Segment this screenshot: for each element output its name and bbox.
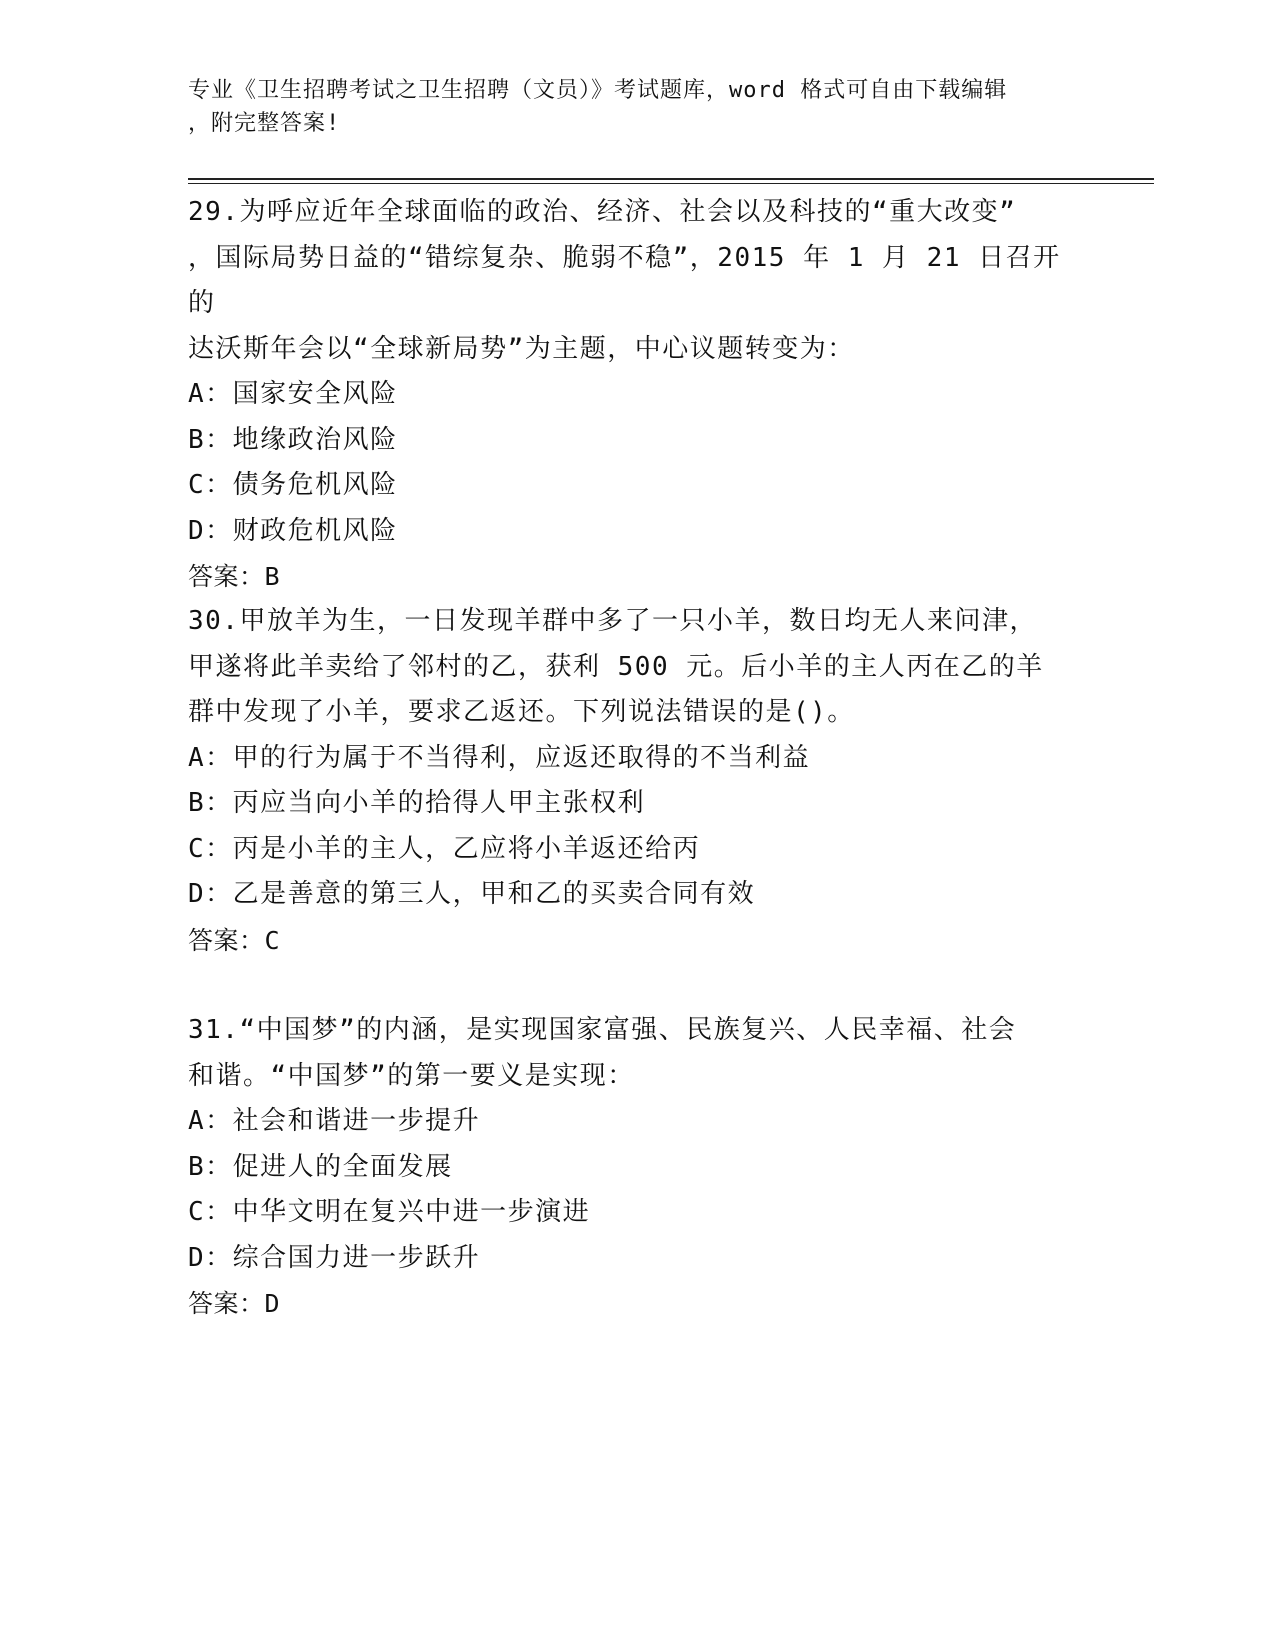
option-c: C：中华文明在复兴中进一步演进	[188, 1197, 591, 1227]
document-header	[188, 74, 1068, 140]
header-line-2: ，附完整答案!	[188, 111, 341, 136]
question-31	[188, 1008, 1088, 1327]
answer	[188, 918, 1088, 964]
answer-label: 答案：	[188, 925, 265, 955]
option-d: D：财政危机风险	[188, 515, 398, 546]
question-stem-line: 群中发现了小羊，要求乙返还。下列说法错误的是()。	[188, 697, 855, 727]
answer-value: B	[264, 562, 281, 591]
option-a: A：社会和谐进一步提升	[188, 1106, 481, 1136]
option-a: A：甲的行为属于不当得利，应返还取得的不当利益	[188, 742, 811, 773]
option-c: C：丙是小羊的主人，乙应将小羊返还给丙	[188, 833, 701, 864]
answer-label: 答案：	[188, 1289, 265, 1318]
header-divider	[188, 178, 1154, 184]
option-d: D：乙是善意的第三人，甲和乙的买卖合同有效	[188, 879, 756, 909]
question-stem-line: ，国际局势日益的“错综复杂、脆弱不稳”，2015 年 1 月 21 日召开的	[188, 242, 1061, 318]
answer	[188, 1281, 1088, 1327]
question-30	[188, 599, 1088, 963]
option-b: B：丙应当向小羊的拾得人甲主张权利	[188, 788, 646, 818]
question-stem-line: 甲遂将此羊卖给了邻村的乙，获利 500 元。后小羊的主人丙在乙的羊	[188, 651, 1044, 682]
question-stem-line: 31.“中国梦”的内涵，是实现国家富强、民族复兴、人民幸福、社会	[188, 1015, 1017, 1045]
question-stem-line: 30.甲放羊为生，一日发现羊群中多了一只小羊，数日均无人来问津，	[188, 606, 1037, 636]
header-line-1: 专业《卫生招聘考试之卫生招聘（文员）》考试题库，word 格式可自由下载编辑	[188, 78, 1008, 103]
option-d: D：综合国力进一步跃升	[188, 1242, 481, 1273]
question-29	[188, 190, 1088, 600]
question-stem-line: 达沃斯年会以“全球新局势”为主题，中心议题转变为：	[188, 333, 855, 364]
option-c: C：债务危机风险	[188, 470, 398, 500]
option-b: B：促进人的全面发展	[188, 1151, 453, 1182]
answer-value: C	[264, 925, 281, 955]
answer	[188, 554, 1088, 600]
answer-value: D	[264, 1289, 281, 1318]
answer-label: 答案：	[188, 562, 265, 591]
option-b: B：地缘政治风险	[188, 424, 398, 455]
question-stem-line: 29.为呼应近年全球面临的政治、经济、社会以及科技的“重大改变”	[188, 197, 1017, 227]
option-a: A：国家安全风险	[188, 379, 398, 409]
question-stem-line: 和谐。“中国梦”的第一要义是实现：	[188, 1060, 635, 1091]
